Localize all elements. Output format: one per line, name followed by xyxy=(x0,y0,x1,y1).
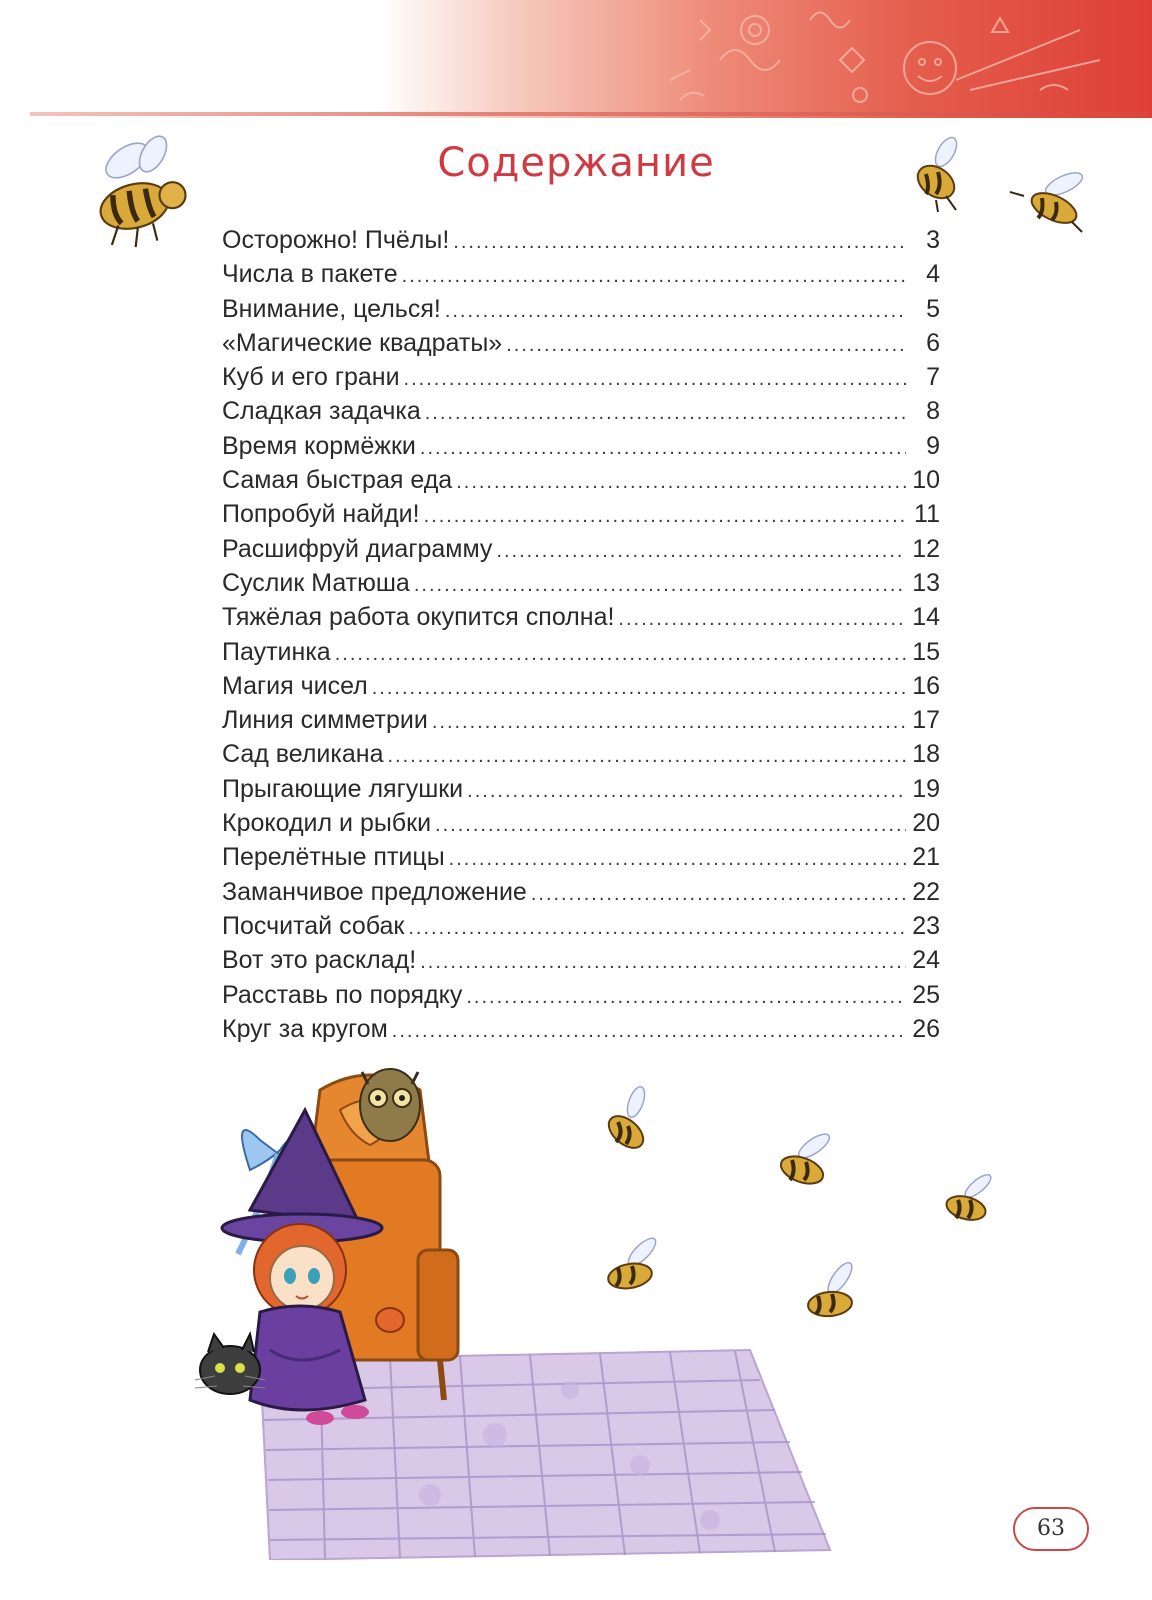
toc-entry-title: Перелётные птицы xyxy=(222,843,445,872)
toc-entry-title: «Магические квадраты» xyxy=(222,328,503,357)
toc-entry[interactable] xyxy=(222,878,940,912)
toc-entry[interactable] xyxy=(222,706,940,740)
toc-entry-title: Тяжёлая работа окупится сполна! xyxy=(222,603,615,632)
toc-entry[interactable] xyxy=(222,946,940,980)
toc-entry-title: Самая быстрая еда xyxy=(222,466,453,495)
toc-entry-title: Осторожно! Пчёлы! xyxy=(222,226,450,254)
bee-icon xyxy=(84,128,196,258)
toc-entry-page: 15 xyxy=(912,637,940,666)
toc-entry-page: 23 xyxy=(912,911,940,940)
toc-entry-title: Числа в пакете xyxy=(222,260,398,289)
dot-leader xyxy=(424,505,906,528)
toc-entry-title: Суслик Матюша xyxy=(222,568,410,597)
dot-leader xyxy=(404,368,906,391)
dot-leader xyxy=(420,951,906,974)
toc-entry-title: Внимание, целься! xyxy=(222,294,441,323)
toc-entry[interactable] xyxy=(222,535,940,569)
toc-entry-page: 26 xyxy=(912,1014,940,1043)
toc-entry-page: 21 xyxy=(912,843,940,872)
toc-entry-page: 7 xyxy=(926,363,940,392)
toc-entry[interactable] xyxy=(222,363,940,397)
toc-entry-title: Крокодил и рыбки xyxy=(222,809,432,838)
dot-leader xyxy=(445,300,906,323)
toc-entry-page: 8 xyxy=(926,397,940,426)
toc-entry-title: Магия чисел xyxy=(222,671,368,700)
dot-leader xyxy=(392,1020,906,1043)
toc-list xyxy=(222,226,940,1049)
page-title: Содержание xyxy=(437,140,715,186)
toc-entry[interactable] xyxy=(222,260,940,294)
toc-entry-title: Посчитай собак xyxy=(222,911,405,940)
toc-entry[interactable] xyxy=(222,603,940,637)
dot-leader xyxy=(335,643,906,666)
toc-entry[interactable] xyxy=(222,672,940,706)
toc-entry[interactable] xyxy=(222,843,940,877)
toc-entry-page: 9 xyxy=(926,431,940,460)
toc-entry-page: 13 xyxy=(912,568,940,597)
witch-illustration xyxy=(190,1050,870,1560)
toc-entry-title: Расшифруй диаграмму xyxy=(222,534,493,563)
toc-entry-page: 12 xyxy=(912,534,940,563)
dot-leader xyxy=(408,917,906,940)
toc-entry[interactable] xyxy=(222,912,940,946)
dot-leader xyxy=(506,334,906,357)
toc-entry-page: 16 xyxy=(912,671,940,700)
toc-entry[interactable] xyxy=(222,466,940,500)
toc-entry-page: 5 xyxy=(926,294,940,323)
dot-leader xyxy=(425,402,906,425)
toc-entry-page: 24 xyxy=(912,946,940,975)
toc-entry[interactable] xyxy=(222,569,940,603)
dot-leader xyxy=(467,780,906,803)
toc-entry[interactable] xyxy=(222,329,940,363)
toc-entry-page: 6 xyxy=(926,328,940,357)
toc-entry-page: 4 xyxy=(926,260,940,289)
toc-entry-title: Вот это расклад! xyxy=(222,946,417,975)
bee-icon xyxy=(934,1172,1004,1230)
dot-leader xyxy=(531,883,906,906)
toc-entry[interactable] xyxy=(222,1015,940,1049)
toc-entry[interactable] xyxy=(222,295,940,329)
dot-leader xyxy=(372,677,906,700)
toc-entry-page: 11 xyxy=(914,500,940,529)
toc-entry-page: 20 xyxy=(912,809,940,838)
toc-entry[interactable] xyxy=(222,740,940,774)
dot-leader xyxy=(618,608,906,631)
toc-entry-title: Прыгающие лягушки xyxy=(222,774,464,803)
toc-entry-page: 3 xyxy=(926,226,940,254)
toc-entry-title: Паутинка xyxy=(222,637,331,666)
dot-leader xyxy=(414,574,906,597)
dot-leader xyxy=(402,265,906,288)
toc-entry[interactable] xyxy=(222,809,940,843)
dot-leader xyxy=(453,231,906,254)
toc-entry-page: 22 xyxy=(912,877,940,906)
toc-entry-title: Время кормёжки xyxy=(222,431,416,460)
header-doodles xyxy=(660,0,1140,112)
dot-leader xyxy=(456,471,906,494)
toc-entry[interactable] xyxy=(222,638,940,672)
toc-entry-page: 17 xyxy=(912,706,940,735)
toc-entry-page: 18 xyxy=(912,740,940,769)
toc-entry[interactable] xyxy=(222,397,940,431)
dot-leader xyxy=(435,814,906,837)
toc-entry-title: Куб и его грани xyxy=(222,363,400,392)
dot-leader xyxy=(466,986,906,1009)
dot-leader xyxy=(420,437,906,460)
toc-entry[interactable] xyxy=(222,226,940,260)
toc-entry-page: 25 xyxy=(912,980,940,1009)
header-rule xyxy=(30,112,1148,116)
toc-entry-title: Линия симметрии xyxy=(222,706,428,735)
toc-entry-page: 14 xyxy=(912,603,940,632)
dot-leader xyxy=(432,711,906,734)
toc-entry-page: 10 xyxy=(912,466,940,495)
toc-entry-title: Заманчивое предложение xyxy=(222,877,527,906)
dot-leader xyxy=(496,540,906,563)
dot-leader xyxy=(388,745,907,768)
toc-entry[interactable] xyxy=(222,500,940,534)
bee-icon xyxy=(906,134,976,214)
toc-entry-title: Расставь по порядку xyxy=(222,980,463,1009)
dot-leader xyxy=(449,848,906,871)
toc-entry-title: Круг за кругом xyxy=(222,1014,388,1043)
toc-entry[interactable] xyxy=(222,432,940,466)
toc-entry[interactable] xyxy=(222,981,940,1015)
bee-icon xyxy=(1004,166,1100,236)
toc-entry-title: Сад великана xyxy=(222,740,384,769)
page-number: 63 xyxy=(1013,1507,1089,1551)
toc-entry-title: Сладкая задачка xyxy=(222,397,421,426)
toc-entry-title: Попробуй найди! xyxy=(222,500,420,529)
toc-entry[interactable] xyxy=(222,775,940,809)
toc-entry-page: 19 xyxy=(912,774,940,803)
